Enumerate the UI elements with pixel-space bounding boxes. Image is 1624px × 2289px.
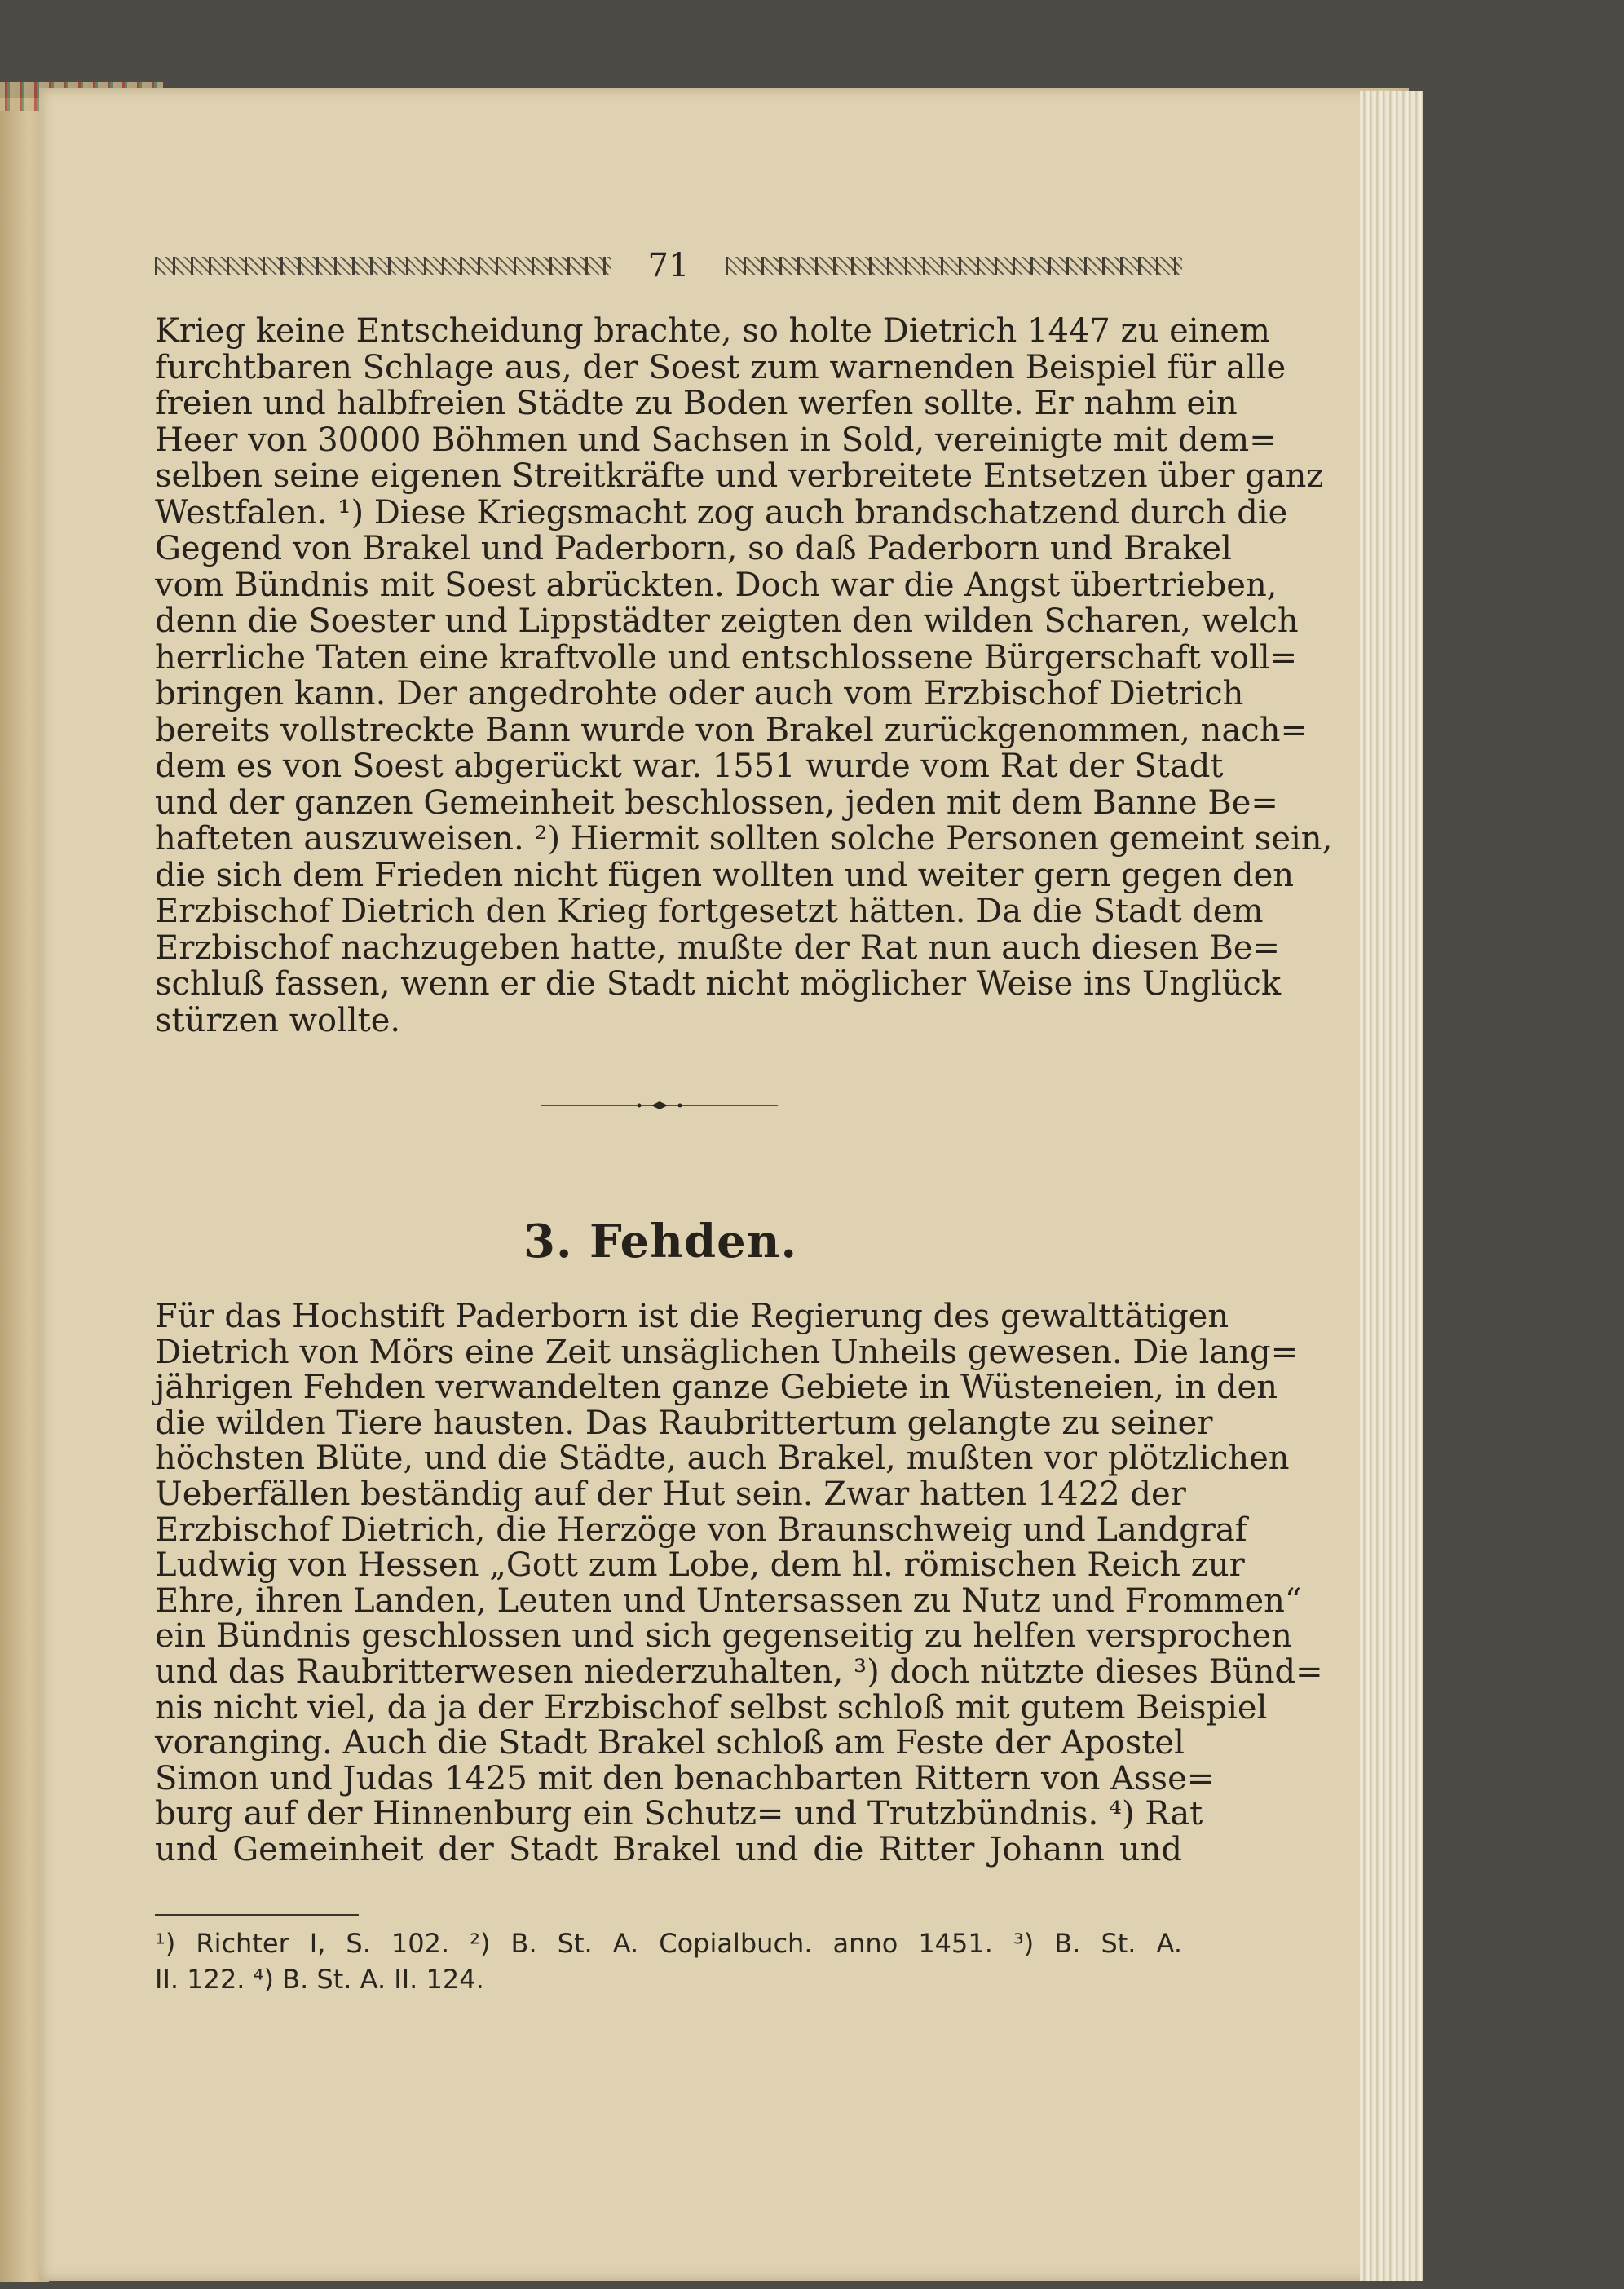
text-line: bereits vollstreckte Bann wurde von Brakel zurückgenommen, nach=	[155, 711, 1308, 749]
text-line: Krieg keine Entscheidung brachte, so holte Dietrich 1447 zu einem	[155, 312, 1270, 350]
header-ornament-left	[155, 257, 611, 275]
text-line: jährigen Fehden verwandelten ganze Gebiete in Wüsteneien, in den	[155, 1369, 1278, 1407]
text-line: Erzbischof nachzugeben hatte, mußte der Rat nun auch diesen Be=	[155, 928, 1281, 967]
section-divider	[541, 1100, 778, 1110]
text-line: schluß fassen, wenn er die Stadt nicht möglicher Weise ins Unglück	[155, 965, 1282, 1003]
text-line: freien und halbfreien Städte zu Boden werfen sollte. Er nahm ein	[155, 385, 1238, 422]
text-line: und Gemeinheit der Stadt Brakel und die Ritter Johann und	[155, 1830, 1182, 1868]
text-line: die sich dem Frieden nicht fügen wollten und weiter gern gegen den	[155, 856, 1295, 894]
text-line: Westfalen. ¹) Diese Kriegsmacht zog auch brandschatzend durch die	[155, 493, 1288, 531]
text-line: herrliche Taten eine kraftvolle und entschlossene Bürgerschaft voll=	[155, 638, 1298, 677]
footnotes	[155, 1925, 1182, 1997]
text-line: nis nicht viel, da ja der Erzbischof selbst schloß mit gutem Beispiel	[155, 1688, 1268, 1727]
text-line: dem es von Soest abgerückt war. 1551 wurde vom Rat der Stadt	[155, 748, 1224, 785]
text-line: Simon und Judas 1425 mit den benachbarten Rittern von Asse=	[155, 1759, 1215, 1797]
text-line: Gegend von Brakel und Paderborn, so daß Paderborn und Brakel	[155, 530, 1232, 567]
running-header	[155, 245, 1182, 287]
paragraph-1	[155, 312, 1333, 1039]
text-line: und der ganzen Gemeinheit beschlossen, jeden mit dem Banne Be=	[155, 783, 1278, 822]
text-line: und das Raubritterwesen niederzuhalten, ³) doch nützte dieses Bünd=	[155, 1652, 1323, 1691]
text-line: die wilden Tiere hausten. Das Raubrittertum gelangte zu seiner	[155, 1404, 1213, 1442]
paragraph-2	[155, 1298, 1323, 1868]
footnote-rule	[155, 1914, 359, 1916]
text-line: hafteten auszuweisen. ²) Hiermit sollten solche Personen gemeint sein,	[155, 820, 1333, 858]
text-line: stürzen wollte.	[155, 1001, 401, 1039]
text-line: ein Bündnis geschlossen und sich gegenseitig zu helfen versprochen	[155, 1617, 1292, 1656]
text-line: furchtbaren Schlage aus, der Soest zum warnenden Beispiel für alle	[155, 348, 1286, 386]
text-line: denn die Soester und Lippstädter zeigten den wilden Scharen, welch	[155, 602, 1299, 640]
text-line: selben seine eigenen Streitkräfte und verbreitete Entsetzen über ganz	[155, 457, 1324, 495]
text-line: Erzbischof Dietrich, die Herzöge von Braunschweig und Landgraf	[155, 1511, 1247, 1549]
text-line: Dietrich von Mörs eine Zeit unsäglichen Unheils gewesen. Die lang=	[155, 1333, 1299, 1371]
text-line: Heer von 30000 Böhmen und Sachsen in Sold, vereinigte mit dem=	[155, 421, 1277, 459]
text-line: höchsten Blüte, und die Städte, auch Brakel, mußten vor plötzlichen	[155, 1440, 1290, 1478]
text-line: voranging. Auch die Stadt Brakel schloß am Feste der Apostel	[155, 1724, 1185, 1762]
text-line: Ueberfällen beständig auf der Hut sein. Zwar hatten 1422 der	[155, 1475, 1186, 1513]
text-line: Für das Hochstift Paderborn ist die Regierung des gewalttätigen	[155, 1298, 1229, 1335]
page-block-edge	[1360, 91, 1423, 2281]
text-line: bringen kann. Der angedrohte oder auch vom Erzbischof Dietrich	[155, 675, 1244, 712]
footnote-line: ¹) Richter I, S. 102. ²) B. St. A. Copialbuch. anno 1451. ³) B. St. A.	[155, 1928, 1182, 1959]
text-line: vom Bündnis mit Soest abrückten. Doch war die Angst übertrieben,	[155, 566, 1278, 604]
section-heading: 3. Fehden.	[523, 1215, 797, 1268]
text-line: Ludwig von Hessen „Gott zum Lobe, dem hl. römischen Reich zur	[155, 1546, 1245, 1585]
text-line: Erzbischof Dietrich den Krieg fortgesetzt hätten. Da die Stadt dem	[155, 893, 1264, 930]
text-line: Ehre, ihren Landen, Leuten und Untersassen zu Nutz und Frommen“	[155, 1581, 1302, 1620]
page-number: 71	[647, 247, 690, 284]
text-line: burg auf der Hinnenburg ein Schutz= und Trutzbündnis. ⁴) Rat	[155, 1795, 1203, 1833]
footnote-line: II. 122. ⁴) B. St. A. II. 124.	[155, 1964, 484, 1995]
header-ornament-right	[726, 257, 1182, 275]
